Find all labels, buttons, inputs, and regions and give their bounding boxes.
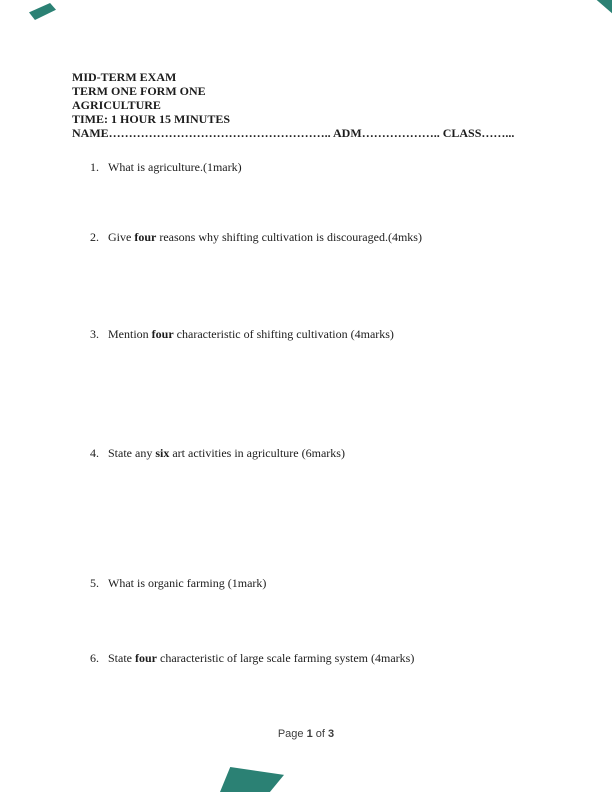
question-5	[90, 576, 572, 590]
fill-in-line	[72, 126, 552, 140]
adm-label: ADM	[333, 126, 362, 140]
question-text: Mention four characteristic of shifting cultivation (4marks)	[108, 327, 394, 341]
exam-title: MID-TERM EXAM	[72, 70, 177, 84]
question-number: 4.	[90, 446, 99, 460]
question-number: 1.	[90, 160, 99, 174]
exam-term-line: TERM ONE FORM ONE	[72, 84, 206, 98]
total-page-count: 3	[328, 728, 335, 740]
question-number: 3.	[90, 327, 99, 341]
question-number: 6.	[90, 651, 99, 665]
question-1	[90, 160, 572, 174]
page-number-footer: Page 1 of 3	[277, 728, 335, 740]
question-4	[90, 446, 572, 460]
name-label: NAME	[72, 126, 109, 140]
exam-subject: AGRICULTURE	[72, 98, 161, 112]
exam-title-block	[72, 70, 552, 140]
question-number: 2.	[90, 230, 99, 244]
exam-time-allowed: TIME: 1 HOUR 15 MINUTES	[72, 112, 231, 126]
name-dotted-blank: ………………………………………………..	[108, 126, 334, 140]
question-2	[90, 230, 572, 244]
class-label: CLASS	[442, 126, 482, 140]
question-text: State any six art activities in agriculture (6marks)	[108, 446, 345, 460]
question-3	[90, 327, 572, 341]
bottom-decoration	[220, 766, 284, 792]
question-text: State four characteristic of large scale farming system (4marks)	[108, 651, 415, 665]
question-text: Give four reasons why shifting cultivation is discouraged.(4mks)	[108, 230, 422, 244]
corner-decoration-top-left	[29, 3, 56, 20]
question-text: What is agriculture.(1mark)	[108, 160, 242, 174]
question-6	[90, 651, 572, 665]
class-dotted-blank: ……...	[481, 126, 515, 140]
adm-dotted-blank: ………………..	[361, 126, 443, 140]
question-number: 5.	[90, 576, 99, 590]
question-text: What is organic farming (1mark)	[108, 576, 267, 590]
corner-decoration-top-right	[594, 0, 612, 14]
current-page-number: 1	[306, 728, 313, 740]
